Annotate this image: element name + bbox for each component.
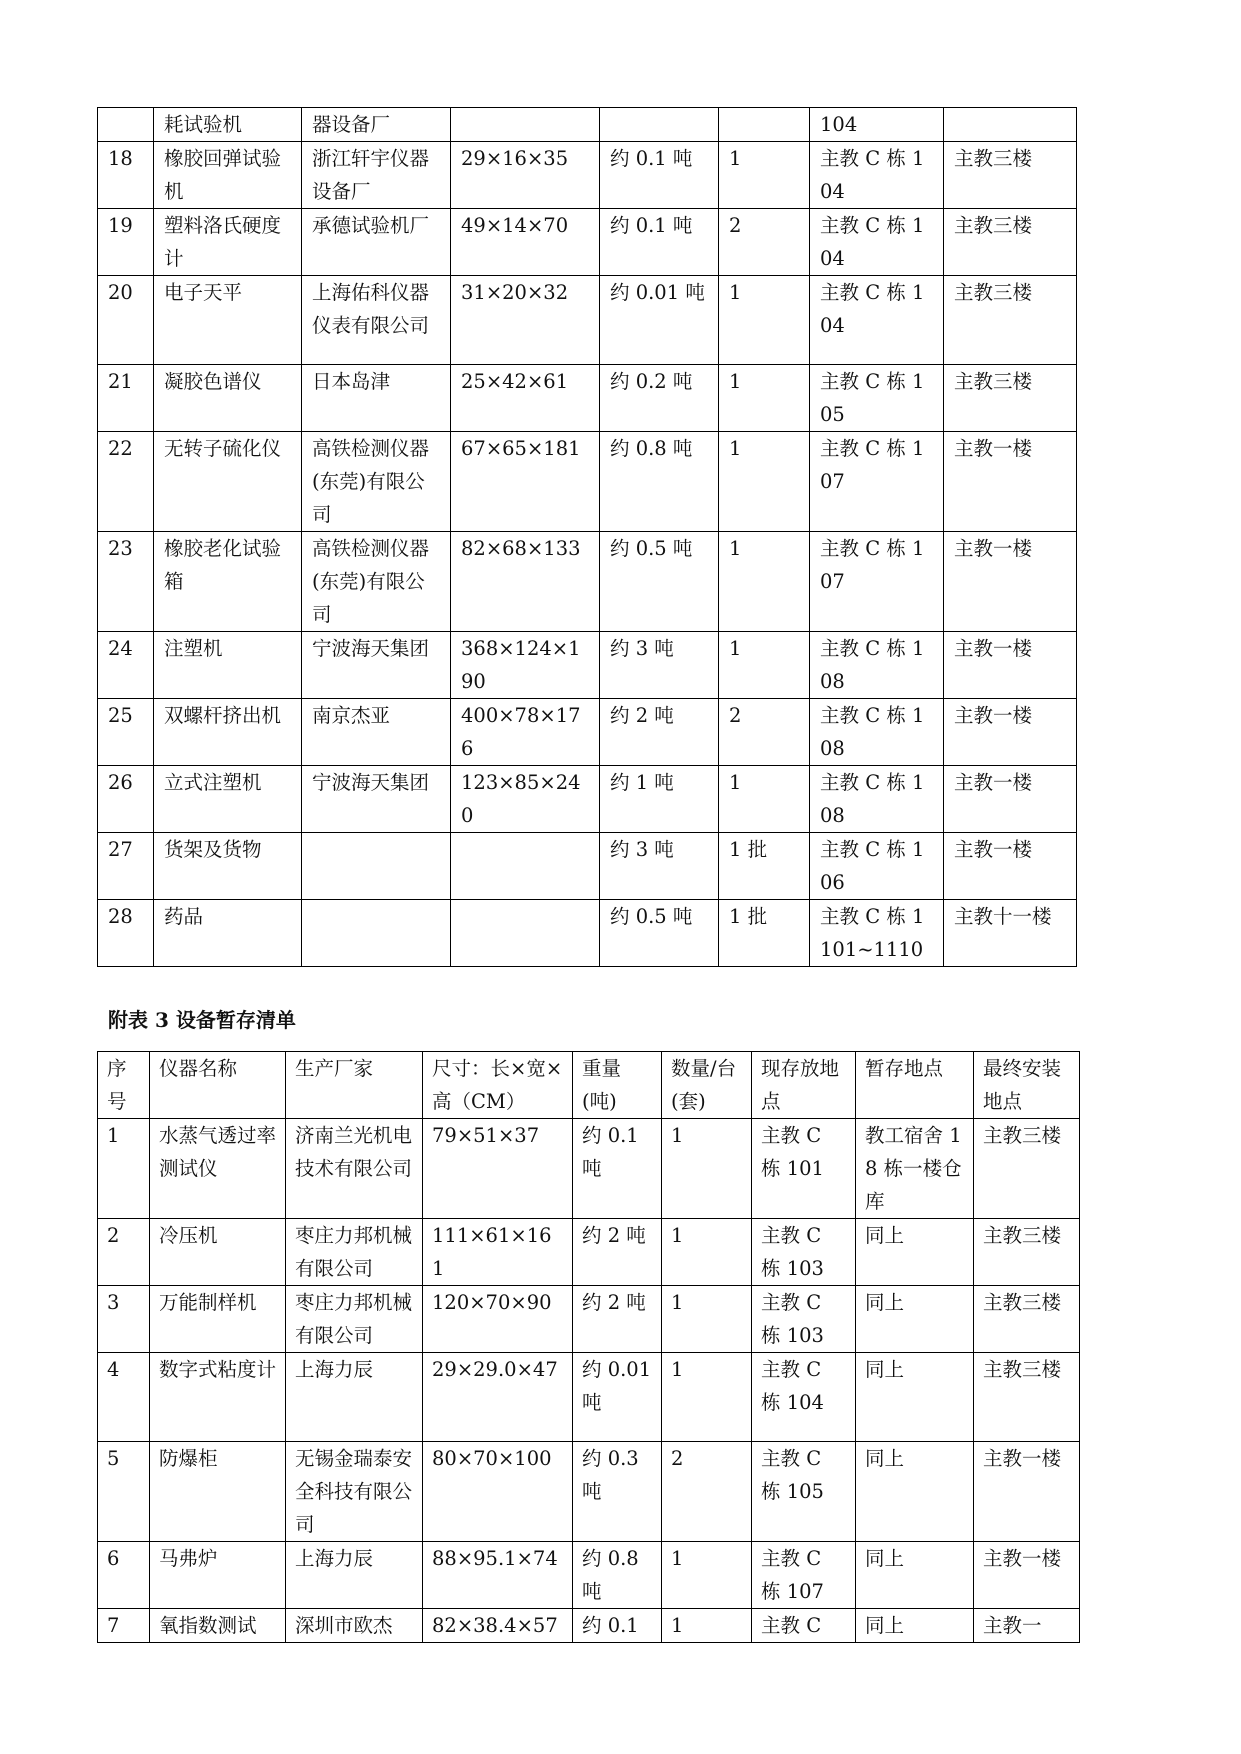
cell-size: 368×124×190 <box>451 632 600 699</box>
cell-size: 82×68×133 <box>451 532 600 632</box>
cell-name: 马弗炉 <box>150 1542 286 1609</box>
cell-qty: 1 <box>719 532 810 632</box>
cell-target: 主教三楼 <box>944 209 1077 276</box>
cell-target: 主教三楼 <box>944 365 1077 432</box>
header-qty: 数量/台(套) <box>662 1052 752 1119</box>
cell-no: 21 <box>98 365 154 432</box>
cell-name: 凝胶色谱仪 <box>154 365 302 432</box>
cell-name: 耗试验机 <box>154 108 302 142</box>
cell-no: 26 <box>98 766 154 833</box>
cell-no: 6 <box>98 1542 150 1609</box>
cell-name: 防爆柜 <box>150 1442 286 1542</box>
cell-target: 主教三楼 <box>944 142 1077 209</box>
cell-temp: 同上 <box>856 1353 974 1442</box>
cell-temp: 同上 <box>856 1219 974 1286</box>
cell-target: 主教一楼 <box>944 766 1077 833</box>
table-row <box>98 1353 1080 1442</box>
cell-target: 主教一楼 <box>944 532 1077 632</box>
cell-current: 主教 C 栋 103 <box>752 1286 856 1353</box>
cell-maker: 上海力辰 <box>286 1542 423 1609</box>
cell-current: 主教 C 栋 107 <box>752 1542 856 1609</box>
cell-no: 1 <box>98 1119 150 1219</box>
cell-maker: 上海力辰 <box>286 1353 423 1442</box>
cell-weight: 约 0.3 吨 <box>573 1442 662 1542</box>
table-row <box>98 900 1077 967</box>
table-row <box>98 142 1077 209</box>
cell-weight: 约 0.2 吨 <box>600 365 719 432</box>
cell-size: 120×70×90 <box>423 1286 573 1353</box>
table-row <box>98 699 1077 766</box>
cell-no: 20 <box>98 276 154 365</box>
cell-current: 主教 C 栋 105 <box>752 1442 856 1542</box>
cell-size: 111×61×161 <box>423 1219 573 1286</box>
cell-weight: 约 2 吨 <box>573 1286 662 1353</box>
cell-maker: 南京杰亚 <box>302 699 451 766</box>
cell-qty: 1 <box>662 1219 752 1286</box>
header-final-location: 最终安装地点 <box>974 1052 1080 1119</box>
header-maker: 生产厂家 <box>286 1052 423 1119</box>
cell-temp: 同上 <box>856 1542 974 1609</box>
cell-qty: 1 <box>719 766 810 833</box>
cell-target: 主教一 <box>974 1609 1080 1643</box>
table-row <box>98 1119 1080 1219</box>
cell-current: 主教 C 栋 108 <box>810 766 944 833</box>
cell-weight: 约 1 吨 <box>600 766 719 833</box>
cell-current: 主教 C 栋 101 <box>752 1119 856 1219</box>
cell-weight: 约 0.1 吨 <box>600 142 719 209</box>
cell-weight: 约 0.01 吨 <box>573 1353 662 1442</box>
cell-target: 主教一楼 <box>944 833 1077 900</box>
cell-no: 5 <box>98 1442 150 1542</box>
cell-target: 主教一楼 <box>974 1442 1080 1542</box>
cell-current: 主教 C 栋 105 <box>810 365 944 432</box>
cell-maker: 深圳市欧杰 <box>286 1609 423 1643</box>
cell-qty: 1 <box>662 1353 752 1442</box>
cell-maker: 浙江轩宇仪器设备厂 <box>302 142 451 209</box>
cell-temp: 同上 <box>856 1609 974 1643</box>
cell-name: 药品 <box>154 900 302 967</box>
cell-size: 400×78×176 <box>451 699 600 766</box>
cell-no: 19 <box>98 209 154 276</box>
table-row <box>98 209 1077 276</box>
cell-no: 22 <box>98 432 154 532</box>
cell-size: 49×14×70 <box>451 209 600 276</box>
table-row <box>98 766 1077 833</box>
cell-current: 主教 C 栋 104 <box>752 1353 856 1442</box>
cell-temp: 同上 <box>856 1286 974 1353</box>
cell-name: 橡胶回弹试验机 <box>154 142 302 209</box>
cell-maker: 济南兰光机电技术有限公司 <box>286 1119 423 1219</box>
cell-qty: 1 <box>719 142 810 209</box>
cell-name: 冷压机 <box>150 1219 286 1286</box>
cell-maker: 枣庄力邦机械有限公司 <box>286 1286 423 1353</box>
cell-name: 立式注塑机 <box>154 766 302 833</box>
cell-maker <box>302 833 451 900</box>
cell-name: 货架及货物 <box>154 833 302 900</box>
cell-no: 24 <box>98 632 154 699</box>
cell-name: 注塑机 <box>154 632 302 699</box>
cell-maker: 宁波海天集团 <box>302 632 451 699</box>
cell-target: 主教三楼 <box>944 276 1077 365</box>
cell-qty: 1 <box>662 1542 752 1609</box>
cell-target: 主教一楼 <box>944 432 1077 532</box>
table-row <box>98 432 1077 532</box>
cell-weight: 约 3 吨 <box>600 632 719 699</box>
cell-weight: 约 0.01 吨 <box>600 276 719 365</box>
cell-name: 电子天平 <box>154 276 302 365</box>
cell-current: 主教 C 栋 108 <box>810 699 944 766</box>
cell-target: 主教三楼 <box>974 1219 1080 1286</box>
cell-no: 3 <box>98 1286 150 1353</box>
cell-current: 主教 C 栋 1101~1110 <box>810 900 944 967</box>
cell-weight: 约 0.5 吨 <box>600 900 719 967</box>
equipment-temp-storage-table <box>97 1051 1080 1643</box>
cell-qty: 2 <box>719 209 810 276</box>
cell-size <box>451 900 600 967</box>
cell-weight: 约 2 吨 <box>573 1219 662 1286</box>
cell-no: 18 <box>98 142 154 209</box>
cell-target: 主教十一楼 <box>944 900 1077 967</box>
cell-name: 数字式粘度计 <box>150 1353 286 1442</box>
header-weight: 重量(吨) <box>573 1052 662 1119</box>
header-temp-location: 暂存地点 <box>856 1052 974 1119</box>
cell-size: 79×51×37 <box>423 1119 573 1219</box>
cell-qty <box>719 108 810 142</box>
cell-target <box>944 108 1077 142</box>
cell-current: 主教 C 栋 108 <box>810 632 944 699</box>
cell-current: 主教 C 栋 107 <box>810 532 944 632</box>
cell-qty: 2 <box>719 699 810 766</box>
cell-maker: 高铁检测仪器(东莞)有限公司 <box>302 432 451 532</box>
cell-qty: 1 <box>719 365 810 432</box>
cell-temp: 教工宿舍 18 栋一楼仓库 <box>856 1119 974 1219</box>
cell-current: 主教 C 栋 104 <box>810 276 944 365</box>
cell-target: 主教三楼 <box>974 1119 1080 1219</box>
cell-target: 主教一楼 <box>944 699 1077 766</box>
cell-size: 29×16×35 <box>451 142 600 209</box>
table-row <box>98 276 1077 365</box>
cell-target: 主教三楼 <box>974 1286 1080 1353</box>
cell-no: 28 <box>98 900 154 967</box>
cell-maker: 枣庄力邦机械有限公司 <box>286 1219 423 1286</box>
cell-current: 主教 C <box>752 1609 856 1643</box>
table-caption: 附表 3 设备暂存清单 <box>108 1008 296 1032</box>
cell-weight: 约 0.1 吨 <box>573 1119 662 1219</box>
cell-size: 31×20×32 <box>451 276 600 365</box>
cell-temp: 同上 <box>856 1442 974 1542</box>
table-row <box>98 1286 1080 1353</box>
cell-name: 橡胶老化试验箱 <box>154 532 302 632</box>
cell-current: 主教 C 栋 104 <box>810 209 944 276</box>
cell-qty: 1 <box>719 432 810 532</box>
cell-maker: 日本岛津 <box>302 365 451 432</box>
cell-size <box>451 833 600 900</box>
cell-no: 25 <box>98 699 154 766</box>
cell-no: 27 <box>98 833 154 900</box>
header-current-location: 现存放地点 <box>752 1052 856 1119</box>
table-row <box>98 1219 1080 1286</box>
table-row <box>98 1442 1080 1542</box>
table-row <box>98 108 1077 142</box>
table-row <box>98 532 1077 632</box>
cell-current: 主教 C 栋 107 <box>810 432 944 532</box>
table-row <box>98 1542 1080 1609</box>
header-name: 仪器名称 <box>150 1052 286 1119</box>
cell-target: 主教一楼 <box>974 1542 1080 1609</box>
cell-name: 无转子硫化仪 <box>154 432 302 532</box>
cell-weight: 约 0.5 吨 <box>600 532 719 632</box>
cell-target: 主教三楼 <box>974 1353 1080 1442</box>
cell-size: 29×29.0×47 <box>423 1353 573 1442</box>
cell-size: 25×42×61 <box>451 365 600 432</box>
equipment-table-continued <box>97 107 1077 967</box>
header-no: 序号 <box>98 1052 150 1119</box>
table-row <box>98 365 1077 432</box>
table-row <box>98 632 1077 699</box>
cell-size: 80×70×100 <box>423 1442 573 1542</box>
cell-qty: 1 <box>719 632 810 699</box>
cell-maker: 器设备厂 <box>302 108 451 142</box>
cell-qty: 1 批 <box>719 833 810 900</box>
table-row <box>98 1609 1080 1643</box>
cell-name: 塑料洛氏硬度计 <box>154 209 302 276</box>
cell-size: 67×65×181 <box>451 432 600 532</box>
cell-weight: 约 0.1 吨 <box>600 209 719 276</box>
cell-no: 4 <box>98 1353 150 1442</box>
cell-current: 主教 C 栋 103 <box>752 1219 856 1286</box>
cell-weight: 约 0.8 吨 <box>600 432 719 532</box>
cell-current: 104 <box>810 108 944 142</box>
cell-qty: 2 <box>662 1442 752 1542</box>
cell-name: 万能制样机 <box>150 1286 286 1353</box>
cell-name: 双螺杆挤出机 <box>154 699 302 766</box>
header-size: 尺寸：长×宽×高（CM） <box>423 1052 573 1119</box>
cell-current: 主教 C 栋 104 <box>810 142 944 209</box>
cell-size: 88×95.1×74 <box>423 1542 573 1609</box>
cell-name: 氧指数测试 <box>150 1609 286 1643</box>
cell-no <box>98 108 154 142</box>
cell-qty: 1 <box>662 1119 752 1219</box>
cell-maker <box>302 900 451 967</box>
cell-maker: 无锡金瑞泰安全科技有限公司 <box>286 1442 423 1542</box>
cell-qty: 1 <box>662 1286 752 1353</box>
cell-qty: 1 <box>662 1609 752 1643</box>
cell-no: 23 <box>98 532 154 632</box>
table-row <box>98 833 1077 900</box>
cell-size: 82×38.4×57 <box>423 1609 573 1643</box>
cell-maker: 上海佑科仪器仪表有限公司 <box>302 276 451 365</box>
cell-name: 水蒸气透过率测试仪 <box>150 1119 286 1219</box>
cell-maker: 宁波海天集团 <box>302 766 451 833</box>
cell-no: 7 <box>98 1609 150 1643</box>
cell-size <box>451 108 600 142</box>
cell-maker: 承德试验机厂 <box>302 209 451 276</box>
cell-weight: 约 0.8 吨 <box>573 1542 662 1609</box>
cell-size: 123×85×240 <box>451 766 600 833</box>
cell-weight: 约 0.1 <box>573 1609 662 1643</box>
cell-current: 主教 C 栋 106 <box>810 833 944 900</box>
cell-qty: 1 <box>719 276 810 365</box>
cell-weight: 约 2 吨 <box>600 699 719 766</box>
cell-weight <box>600 108 719 142</box>
cell-qty: 1 批 <box>719 900 810 967</box>
cell-target: 主教一楼 <box>944 632 1077 699</box>
cell-no: 2 <box>98 1219 150 1286</box>
cell-weight: 约 3 吨 <box>600 833 719 900</box>
table-header-row <box>98 1052 1080 1119</box>
cell-maker: 高铁检测仪器(东莞)有限公司 <box>302 532 451 632</box>
